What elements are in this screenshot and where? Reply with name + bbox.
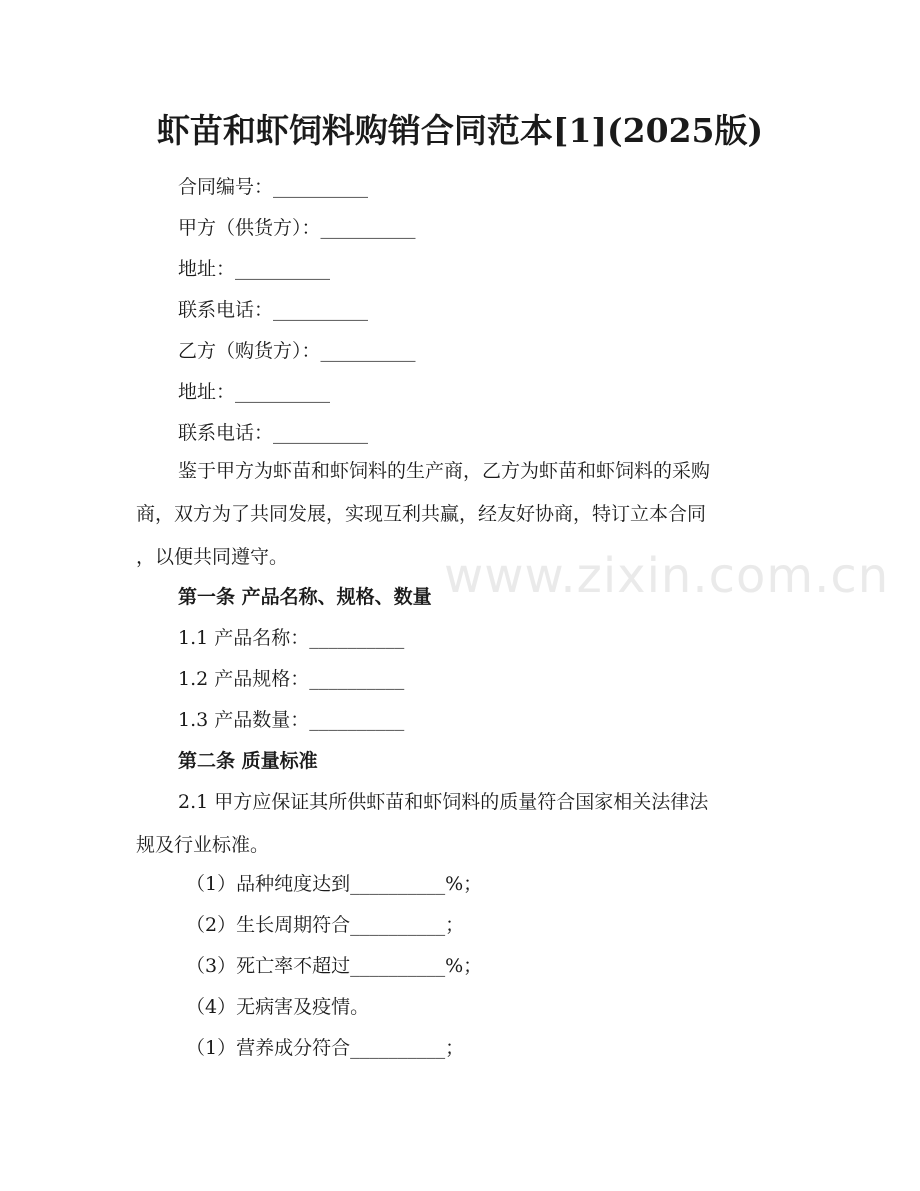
intro-line-1: 鉴于甲方为虾苗和虾饲料的生产商，乙方为虾苗和虾饲料的采购 [178, 460, 711, 482]
article-1-heading: 第一条 产品名称、规格、数量 [178, 586, 432, 608]
watermark: www.zixin.com.cn [444, 548, 890, 604]
clause-2-1-line-1: 2.1 甲方应保证其所供虾苗和虾饲料的质量符合国家相关法律法 [178, 791, 709, 813]
article-2-subitem-1: （1）品种纯度达到__________%； [186, 873, 483, 895]
clause-2-1-line-2: 规及行业标准。 [136, 834, 270, 856]
article-2-clause-1 [136, 789, 768, 875]
article-1-item-1: 1.1 产品名称：__________ [178, 627, 405, 649]
party-a-phone-field: 联系电话：__________ [178, 299, 369, 321]
article-2-heading: 第二条 质量标准 [178, 750, 318, 772]
intro-line-2: 商，双方为了共同发展，实现互利共赢，经友好协商，特订立本合同 [136, 503, 707, 525]
article-2-subitem-5: （1）营养成分符合__________； [186, 1037, 465, 1059]
party-b-phone-field: 联系电话：__________ [178, 422, 369, 444]
article-2-subitem-3: （3）死亡率不超过__________%； [186, 955, 483, 977]
article-1-item-3: 1.3 产品数量：__________ [178, 709, 405, 731]
article-2-subitem-2: （2）生长周期符合__________； [186, 914, 465, 936]
party-b-field: 乙方（购货方）：__________ [178, 340, 416, 362]
intro-line-3: ，以便共同遵守。 [136, 546, 289, 568]
party-a-address-field: 地址：__________ [178, 258, 331, 280]
document-title: 虾苗和虾饲料购销合同范本[1](2025版) [156, 111, 764, 150]
article-2-subitem-4: （4）无病害及疫情。 [186, 996, 370, 1018]
contract-number-field: 合同编号：__________ [178, 176, 369, 198]
article-1-item-2: 1.2 产品规格：__________ [178, 668, 405, 690]
party-a-field: 甲方（供货方）：__________ [178, 217, 416, 239]
party-b-address-field: 地址：__________ [178, 381, 331, 403]
